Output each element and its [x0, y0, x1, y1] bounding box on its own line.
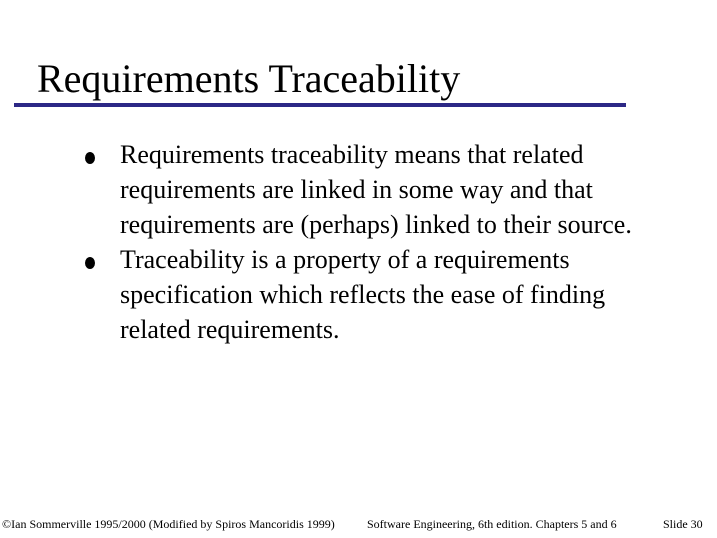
title-underline — [14, 103, 626, 107]
slide-number: Slide 30 — [663, 517, 703, 531]
bullet-text: Requirements traceability means that related requirements are linked in some way and that requirements are (perhaps) linked to their source. — [120, 140, 632, 239]
footer-copyright: ©Ian Sommerville 1995/2000 (Modified by Spiros Mancoridis 1999) — [2, 517, 335, 531]
bullet-item — [0, 137, 680, 242]
bullet-text: Traceability is a property of a requirements specification which reflects the ease of finding related requirements. — [120, 245, 606, 344]
bullet-icon — [85, 152, 95, 164]
bullet-list — [0, 137, 680, 347]
slide-title: Requirements Traceability — [37, 56, 461, 101]
bullet-item — [0, 242, 680, 347]
bullet-icon — [85, 257, 95, 269]
footer-book-title: Software Engineering, 6th edition. Chapters 5 and 6 — [367, 517, 617, 531]
